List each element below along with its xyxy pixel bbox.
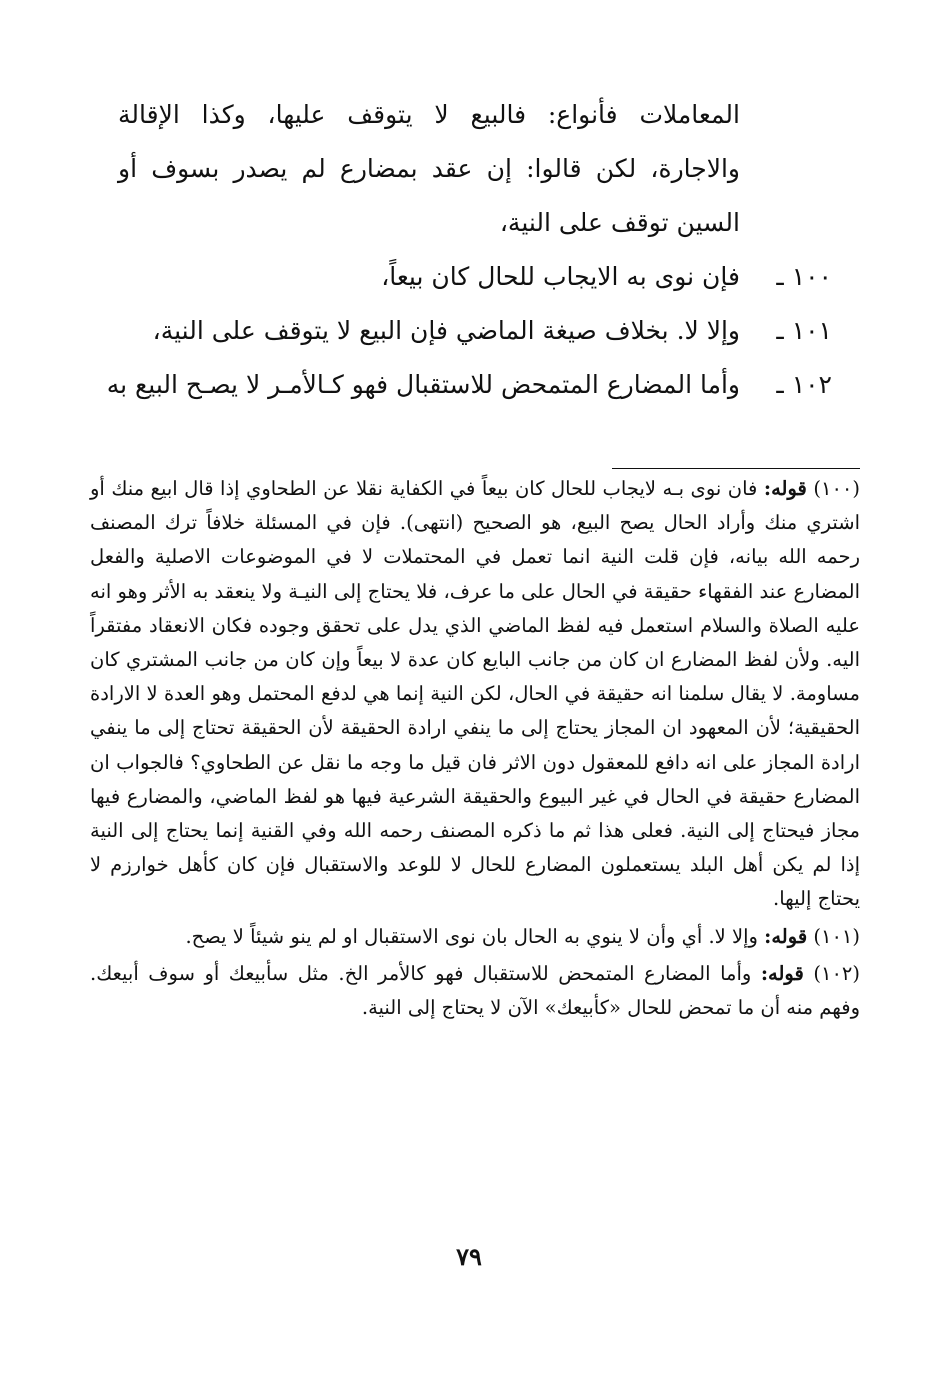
footnote-keyword: قوله:: [763, 477, 807, 500]
main-text: [106, 88, 832, 399]
main-paragraph: المعاملات فأنواع: فالبيع لا يتوقف عليها، وكذا الإقالة والاجارة، لكن قالوا: إن عقد بمضارع لم يصدر بسوف أو السين توقف على النية،: [118, 100, 740, 237]
item-text: فإن نوى به الايجاب للحال كان بيعاً،: [381, 262, 740, 291]
main-item-101: [118, 304, 832, 358]
footnote-ref: (١٠٠): [813, 477, 860, 500]
footnote-text: فان نوى بـه لايجاب للحال كان بيعاً في الكفاية نقلا عن الطحاوي إذا قال ابيع منك أو اشتري منك وأراد الحال يصح البيع، هو الصحيح (انتهى). فإن في المسئلة خلافاً ترك المصنف رحمه الله بيانه، فإن قلت النية انما تعمل في المحتملات لا في الموضوعات الاصلية والفعل المضارع عند الفقهاء حقيقة في الحال على ما عرف، فلا يحتاج إلى النيـة ولا ينعقد به الأثر وهو انه عليه الصلاة والسلام استعمل فيه لفظ الماضي الذي يدل على تحقق وجوده فكان الانعقاد مفتقراً اليه. ولأن لفظ المضارع ان كان من جانب البايع كان عدة لا بيعاً وإن كان من جانب المشتري كان مساومة. لا يقال سلمنا انه حقيقة في الحال، لكن النية إنما هي لدفع المحتمل وهو العدة لا الارادة الحقيقية؛ لأن المعهود ان المجاز يحتاج إلى ما ينفي ارادة الحقيقة لأن الحقيقة تحتاج إلى ما ينفي ارادة المجاز على انه دافع للمعقول دون الاثر فان قيل ما وجه ما نقل عن الطحاوي؟ فالجواب ان المضارع حقيقة في الحال في غير البيوع والحقيقة الشرعية فيها هو لفظ الماضي، والمضارع فيها مجاز فيحتاج إلى النية. فعلى هذا ثم ما ذكره المصنف رحمه الله وفي القنية إنما يحتاج إلى النية إذا لم يكن أهل البلد يستعملون المضارع للحال لا للوعد والاستقبال فإن كان كأهل خوارزم لا يحتاج إليها.: [90, 477, 860, 911]
main-item-102: [106, 358, 832, 412]
item-number: ١٠١ ـ: [776, 316, 832, 345]
footnote-separator: [612, 468, 860, 469]
footnote-100: [90, 472, 860, 917]
footnote-keyword: قوله:: [764, 924, 808, 948]
footnote-ref: (١٠٢): [813, 961, 860, 985]
item-text: وأما المضارع المتمحض للاستقبال فهو كـالأمـر لا يصـح البيع به: [106, 370, 740, 399]
item-number: ١٠٢ ـ: [776, 370, 832, 399]
item-number: ١٠٠ ـ: [776, 262, 832, 291]
footnote-101: [90, 920, 860, 954]
footnote-keyword: قوله:: [760, 961, 804, 985]
footnote-text: وأما المضارع المتمحض للاستقبال فهو كالأمر الخ. مثل سأبيعك أو سوف أبيعك. وفهم منه أن ما تمحض للحال «كأبيعك» الآن لا يحتاج إلى النية.: [90, 961, 860, 1020]
page-number: ٧٩: [456, 1242, 482, 1271]
footnote-text: وإلا لا. أي وأن لا ينوي به الحال بان نوى الاستقبال او لم ينو شيئاً لا يصح.: [185, 924, 758, 948]
item-text: وإلا لا. بخلاف صيغة الماضي فإن البيع لا يتوقف على النية،: [152, 316, 740, 345]
main-item-100: [118, 250, 832, 304]
footnotes: [90, 472, 860, 1028]
footnote-102: [90, 957, 860, 1025]
footnote-ref: (١٠١): [813, 924, 860, 948]
